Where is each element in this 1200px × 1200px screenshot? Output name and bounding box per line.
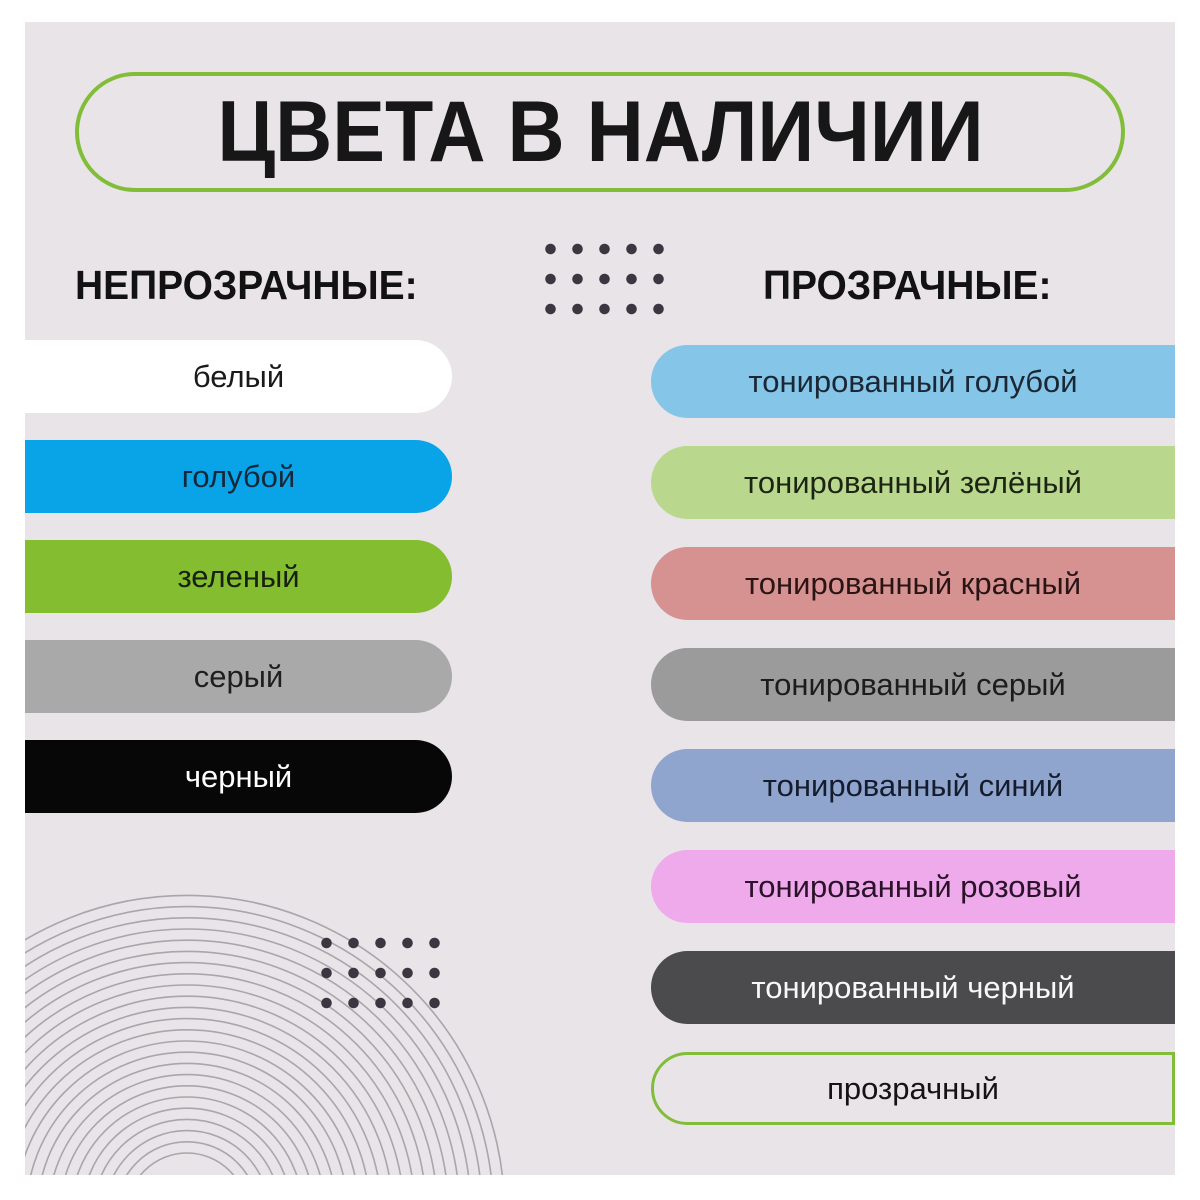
color-pill	[25, 740, 452, 813]
color-pill-label: тонированный серый	[760, 666, 1066, 702]
color-pill-label: прозрачный	[827, 1070, 999, 1106]
color-pill-label: тонированный красный	[744, 565, 1082, 601]
color-pill	[651, 345, 1175, 418]
color-pill	[651, 547, 1175, 620]
color-pill	[25, 640, 452, 713]
transparent-column-header: ПРОЗРАЧНЫЕ:	[763, 262, 1052, 308]
opaque-column-header: НЕПРОЗРАЧНЫЕ:	[75, 262, 418, 308]
opaque-color-list	[25, 340, 452, 840]
dot-grid-decoration-top	[537, 234, 672, 324]
color-pill	[651, 446, 1175, 519]
color-pill-label: голубой	[181, 458, 296, 494]
transparent-color-list	[651, 345, 1175, 1153]
color-pill	[651, 749, 1175, 822]
color-pill	[25, 340, 452, 413]
color-pill-label: белый	[192, 358, 285, 394]
color-pill	[651, 951, 1175, 1024]
color-pill-label: тонированный синий	[762, 767, 1064, 803]
arc-lines-decoration	[25, 862, 625, 1175]
infographic-canvas	[25, 22, 1175, 1175]
color-pill-label: тонированный розовый	[744, 868, 1082, 904]
color-pill	[651, 648, 1175, 721]
color-pill	[25, 440, 452, 513]
dot-grid-decoration-bottom	[313, 928, 448, 1018]
color-pill-label: тонированный черный	[751, 969, 1075, 1005]
color-pill-label: тонированный голубой	[748, 363, 1078, 399]
color-pill-label: серый	[193, 658, 284, 694]
color-pill-label: зеленый	[177, 558, 300, 594]
title-frame	[75, 72, 1125, 192]
color-pill-label: черный	[184, 758, 293, 794]
color-pill-label: тонированный зелёный	[744, 464, 1082, 500]
page-title: ЦВЕТА В НАЛИЧИИ	[216, 83, 984, 180]
color-pill	[25, 540, 452, 613]
color-pill	[651, 1052, 1175, 1125]
color-pill	[651, 850, 1175, 923]
